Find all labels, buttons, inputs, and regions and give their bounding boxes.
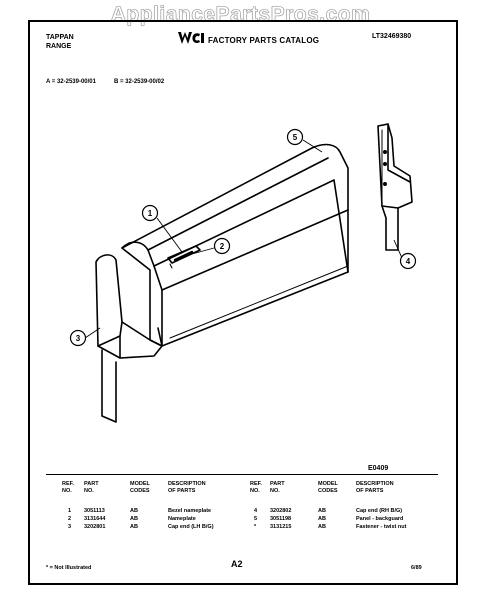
svg-text:2: 2 — [219, 242, 225, 251]
parts-table-right — [250, 481, 436, 531]
callout-1 — [143, 206, 158, 221]
callout-4 — [401, 254, 416, 269]
watermark: AppliancePartsPros.com — [110, 3, 371, 26]
model-list — [46, 79, 164, 85]
table-row: * 3131215 AB Fastener - twist nut — [254, 524, 407, 530]
right-end-cap — [378, 124, 412, 208]
catalog-number: LT32469380 — [372, 33, 412, 40]
page-number: A2 — [231, 559, 243, 569]
footnote: * = Not Illustrated — [46, 565, 92, 571]
brand-block — [46, 33, 74, 51]
model-a: A = 32-2539-00/01 — [46, 79, 96, 85]
ref-header: REF. NO. — [62, 481, 74, 494]
model-header: MODEL CODES — [318, 481, 338, 494]
model-b: B = 32-2539-00/02 — [113, 79, 165, 85]
parts-table-left — [62, 481, 250, 531]
brand-name: TAPPAN — [46, 34, 74, 41]
model-header: MODEL CODES — [130, 481, 150, 494]
part-header: PART NO. — [270, 481, 285, 494]
table-row: 2 3131644 AB Nameplate — [68, 516, 196, 522]
svg-text:4: 4 — [405, 257, 411, 266]
table-row: 5 3051198 AB Panel - backguard — [254, 516, 404, 522]
parts-diagram — [30, 100, 450, 460]
table-row: 1 3051113 AB Bezel nameplate — [68, 508, 212, 514]
catalog-header — [176, 29, 319, 47]
catalog-title: FACTORY PARTS CATALOG — [208, 35, 320, 45]
desc-header: DESCRIPTION OF PARTS — [356, 481, 394, 494]
page-date: 6/89 — [411, 565, 422, 571]
ref-header: REF. NO. — [250, 481, 262, 494]
diagram-id: E0409 — [368, 465, 389, 472]
svg-text:3: 3 — [75, 334, 81, 343]
desc-header: DESCRIPTION OF PARTS — [168, 481, 206, 494]
callout-5 — [288, 130, 303, 145]
part-header: PART NO. — [84, 481, 99, 494]
callout-3 — [71, 331, 86, 346]
table-row: 3 3202801 AB Cap end (LH B/G) — [68, 524, 214, 530]
table-header-row — [62, 481, 250, 495]
product-type: RANGE — [46, 43, 72, 50]
svg-text:5: 5 — [292, 133, 298, 142]
table-header-row — [250, 481, 436, 495]
table-row: 4 3202802 AB Cap end (RH B/G) — [254, 508, 403, 514]
table-top-rule — [46, 474, 438, 475]
wci-logo-icon — [176, 29, 206, 47]
callout-2 — [215, 239, 230, 254]
svg-text:1: 1 — [147, 209, 153, 218]
